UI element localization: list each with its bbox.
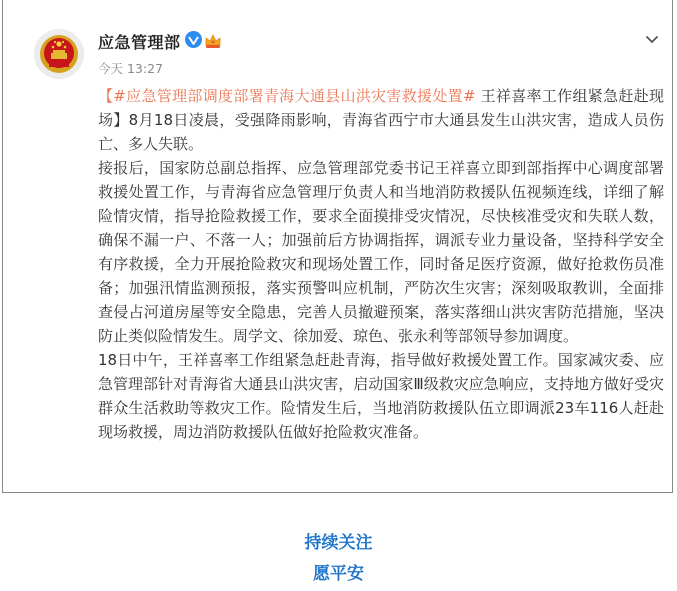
post-timestamp: 今天 13:27 [98, 61, 163, 76]
chevron-down-icon[interactable] [646, 30, 658, 40]
post-paragraph-1 [98, 84, 664, 156]
blue-verified-v-icon [185, 31, 202, 48]
author-name[interactable]: 应急管理部 [98, 33, 181, 52]
footer-line-2: 愿平安 [313, 564, 364, 584]
post-paragraph-3: 18日中午，王祥喜率工作组紧急赶赴青海，指导做好救援处置工作。国家减灾委、应急管理部针对青海省大通县山洪灾害，启动国家Ⅲ级救灾应急响应，支持地方做好受灾群众生活救助等救灾工作。险情发生后，当地消防救援队伍立即调派23车116人赶赴现场救援，周边消防救援队伍做好抢险救灾准备。 [98, 351, 664, 441]
post-paragraph-2: 接报后，国家防总副总指挥、应急管理部党委书记王祥喜立即到部指挥中心调度部署救援处置工作，与青海省应急管理厅负责人和当地消防救援队伍视频连线，详细了解险情灾情，指导抢险救援工作，要求全面摸排受灾情况，尽快核准受灾和失联人数，确保不漏一户、不落一人；加强前后方协调指挥，调派专业力量设备，坚持科学安全有序救援，全力开展抢险救灾和现场处置工作，同时备足医疗资源，做好抢救伤员准备；加强汛情监测预报，落实预警叫应机制，严防次生灾害；深刻吸取教训，全面排查侵占河道房屋等安全隐患，完善人员撤避预案，落实落细山洪灾害防范措施，坚决防止类似险情发生。周学文、徐加爱、琼色、张永利等部领导参加调度。 [98, 159, 664, 345]
post-paragraph-1-text: 王祥喜率工作组紧急赶赴现场】8月18日凌晨，受强降雨影响，青海省西宁市大通县发生山洪灾害，造成人员伤亡、多人失联。 [98, 87, 664, 153]
footer-line-1: 持续关注 [304, 533, 373, 553]
national-emblem-avatar[interactable] [34, 29, 84, 79]
topic-hashtag-link[interactable]: 【#应急管理部调度部署青海大通县山洪灾害救援处置# [98, 87, 476, 105]
gold-crown-member-icon[interactable] [204, 33, 222, 49]
weibo-post-card [2, 0, 673, 493]
post-content [98, 84, 664, 444]
